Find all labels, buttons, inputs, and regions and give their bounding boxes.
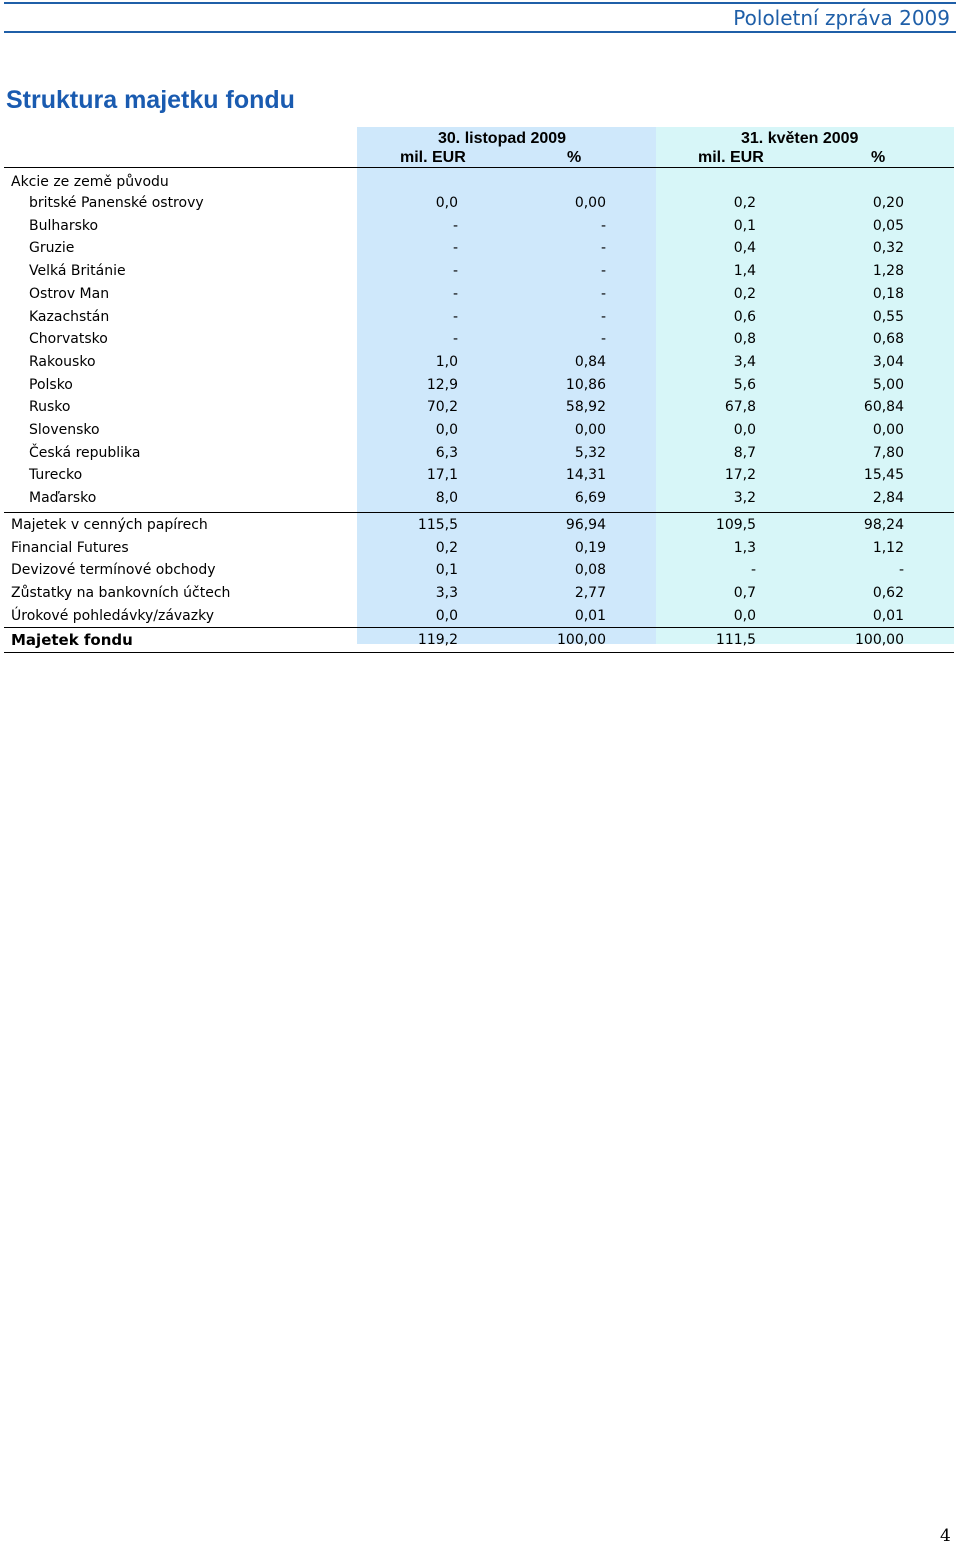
- value-eur-nov: 115,5: [417, 516, 458, 533]
- row-label: Gruzie: [29, 240, 75, 257]
- value-eur-nov: 70,2: [426, 399, 458, 416]
- row-label: Rusko: [29, 399, 71, 416]
- value-eur-nov: 6,3: [435, 444, 458, 461]
- value-eur-may: 0,1: [733, 217, 756, 234]
- row-label: Česká republika: [29, 444, 141, 461]
- value-pct-may: 5,00: [872, 376, 904, 393]
- value-pct-may: 0,20: [872, 195, 904, 211]
- row-label: Financial Futures: [11, 539, 129, 556]
- value-eur-nov: 8,0: [435, 490, 458, 507]
- value-eur-nov: -: [452, 331, 458, 348]
- table-row: [0, 537, 960, 559]
- row-label: Kazachstán: [29, 308, 110, 325]
- table-row: [0, 464, 960, 486]
- value-eur-may: 0,2: [733, 195, 756, 211]
- row-label: Majetek fondu: [11, 631, 133, 650]
- value-pct-nov: 0,84: [574, 353, 606, 370]
- row-label: Turecko: [29, 467, 83, 484]
- value-eur-nov: -: [452, 285, 458, 302]
- value-eur-may: 67,8: [724, 399, 756, 416]
- value-pct-may: 60,84: [863, 399, 904, 416]
- value-pct-nov: 6,69: [574, 490, 606, 507]
- value-eur-may: 0,2: [733, 285, 756, 302]
- row-label: Zůstatky na bankovních účtech: [11, 584, 231, 601]
- value-pct-nov: 2,77: [574, 584, 606, 601]
- value-pct-nov: -: [600, 263, 606, 280]
- value-eur-may: 1,3: [733, 539, 756, 556]
- value-eur-may: 3,4: [733, 353, 756, 370]
- value-pct-may: 100,00: [855, 632, 904, 649]
- value-pct-nov: 96,94: [565, 516, 606, 533]
- table-row: [0, 559, 960, 581]
- value-eur-may: 0,8: [733, 331, 756, 348]
- value-pct-may: 7,80: [872, 444, 904, 461]
- value-pct-may: 2,84: [872, 490, 904, 507]
- value-eur-nov: -: [452, 263, 458, 280]
- row-label: Majetek v cenných papírech: [11, 516, 208, 533]
- value-pct-nov: 0,01: [574, 607, 606, 624]
- table-row: [0, 192, 960, 214]
- value-pct-nov: -: [600, 331, 606, 348]
- value-pct-nov: -: [600, 285, 606, 302]
- value-eur-nov: -: [452, 308, 458, 325]
- row-label: Bulharsko: [29, 217, 99, 234]
- section-row: [0, 171, 960, 193]
- total-divider: [4, 627, 954, 628]
- row-label: Maďarsko: [29, 490, 97, 507]
- value-eur-nov: 1,0: [435, 353, 458, 370]
- value-pct-nov: -: [600, 240, 606, 257]
- row-label: Devizové termínové obchody: [11, 562, 216, 579]
- row-label: Ostrov Man: [29, 285, 110, 302]
- value-eur-may: 0,0: [733, 607, 756, 624]
- value-pct-nov: 100,00: [557, 632, 606, 649]
- value-pct-nov: 0,00: [574, 422, 606, 438]
- value-eur-may: 0,0: [733, 422, 756, 438]
- section-label: Akcie ze země původu: [11, 174, 169, 190]
- period-label-nov: 30. listopad 2009: [438, 130, 567, 147]
- table-row: [0, 374, 960, 396]
- table-row: [0, 306, 960, 328]
- top-rule: [4, 2, 956, 4]
- value-eur-nov: 0,0: [435, 195, 458, 211]
- table-row: [0, 514, 960, 536]
- value-eur-nov: 17,1: [426, 467, 458, 484]
- value-pct-nov: 0,08: [574, 562, 606, 579]
- value-eur-nov: 119,2: [417, 632, 458, 649]
- table-row: [0, 582, 960, 604]
- value-eur-may: 17,2: [724, 467, 756, 484]
- total-row: [0, 629, 960, 651]
- row-label: Rakousko: [29, 353, 96, 370]
- header-title: Pololetní zpráva 2009: [733, 6, 950, 30]
- value-eur-may: 0,6: [733, 308, 756, 325]
- value-eur-nov: -: [452, 240, 458, 257]
- header-rule: [4, 31, 956, 33]
- value-eur-nov: 0,2: [435, 539, 458, 556]
- value-pct-may: 3,04: [872, 353, 904, 370]
- value-pct-may: 0,32: [872, 240, 904, 257]
- table-row: [0, 396, 960, 418]
- row-label: Polsko: [29, 376, 73, 393]
- value-pct-nov: 5,32: [574, 444, 606, 461]
- col-header-eur-may: mil. EUR: [698, 149, 764, 166]
- value-eur-nov: 3,3: [435, 584, 458, 601]
- value-pct-may: 0,68: [872, 331, 904, 348]
- row-label: Slovensko: [29, 422, 100, 438]
- value-pct-may: 0,00: [872, 422, 904, 438]
- value-eur-may: 111,5: [715, 632, 756, 649]
- bottom-divider: [4, 652, 954, 653]
- value-pct-may: 0,05: [872, 217, 904, 234]
- col-header-pct-nov: %: [567, 149, 582, 166]
- value-eur-may: 0,4: [733, 240, 756, 257]
- value-pct-may: 0,62: [872, 584, 904, 601]
- table-row: [0, 328, 960, 350]
- value-pct-nov: -: [600, 217, 606, 234]
- value-eur-may: 8,7: [733, 444, 756, 461]
- value-eur-may: 3,2: [733, 490, 756, 507]
- row-label: britské Panenské ostrovy: [29, 195, 204, 211]
- table-row: [0, 419, 960, 441]
- value-pct-may: -: [898, 562, 904, 579]
- value-eur-nov: 0,1: [435, 562, 458, 579]
- value-pct-nov: 58,92: [565, 399, 606, 416]
- table-row: [0, 283, 960, 305]
- value-pct-nov: -: [600, 308, 606, 325]
- value-eur-may: 109,5: [715, 516, 756, 533]
- table-row: [0, 351, 960, 373]
- table-row: [0, 487, 960, 509]
- value-pct-may: 98,24: [863, 516, 904, 533]
- value-eur-nov: -: [452, 217, 458, 234]
- value-eur-nov: 12,9: [426, 376, 458, 393]
- value-eur-may: 1,4: [733, 263, 756, 280]
- table-row: [0, 237, 960, 259]
- value-pct-nov: 10,86: [565, 376, 606, 393]
- col-header-eur-nov: mil. EUR: [400, 149, 466, 166]
- value-pct-may: 15,45: [863, 467, 904, 484]
- value-pct-may: 0,01: [872, 607, 904, 624]
- value-pct-may: 1,12: [872, 539, 904, 556]
- table-row: [0, 260, 960, 282]
- value-pct-nov: 0,19: [574, 539, 606, 556]
- table-row: [0, 605, 960, 627]
- col-header-pct-may: %: [871, 149, 886, 166]
- value-pct-may: 1,28: [872, 263, 904, 280]
- page-number: 4: [940, 1526, 951, 1546]
- value-pct-nov: 14,31: [565, 467, 606, 484]
- row-label: Velká Británie: [29, 263, 126, 280]
- header-divider: [4, 167, 954, 168]
- value-pct-may: 0,18: [872, 285, 904, 302]
- value-pct-may: 0,55: [872, 308, 904, 325]
- period-label-may: 31. květen 2009: [741, 130, 859, 147]
- page-title: Struktura majetku fondu: [6, 86, 295, 114]
- value-eur-nov: 0,0: [435, 422, 458, 438]
- row-label: Úrokové pohledávky/závazky: [11, 607, 215, 624]
- row-label: Chorvatsko: [29, 331, 108, 348]
- value-pct-nov: 0,00: [574, 195, 606, 211]
- value-eur-may: -: [750, 562, 756, 579]
- value-eur-may: 0,7: [733, 584, 756, 601]
- table-row: [0, 215, 960, 237]
- value-eur-may: 5,6: [733, 376, 756, 393]
- table-row: [0, 442, 960, 464]
- value-eur-nov: 0,0: [435, 607, 458, 624]
